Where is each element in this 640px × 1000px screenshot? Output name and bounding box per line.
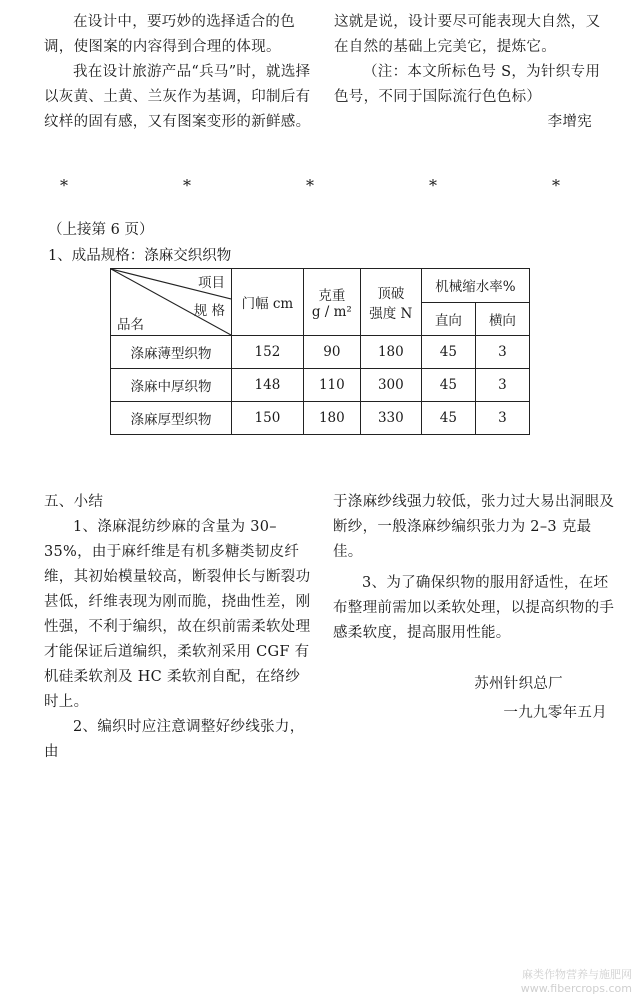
cell-weight: 90 xyxy=(303,336,360,369)
corner-label-item: 项目 xyxy=(198,275,225,291)
cell-name: 涤麻中厚织物 xyxy=(111,369,232,402)
summary-left-column xyxy=(44,490,314,765)
summary-heading: 五、小结 xyxy=(44,494,104,510)
paragraph: 我在设计旅游产品“兵马”时，就选择以灰黄、土黄、兰灰作为基调，印制后有纹样的固有感，又有图案变形的新鲜感。 xyxy=(44,64,311,130)
separator-star: * xyxy=(429,176,437,195)
watermark-title: 麻类作物营养与施肥网 xyxy=(522,968,632,981)
cell-warp: 45 xyxy=(421,402,475,435)
cell-weft: 3 xyxy=(475,402,529,435)
summary-point-1: 1、涤麻混纺纱麻的含量为 30–35%，由于麻纤维是有机多糖类韧皮纤维，其初始模量较高，断裂伸长与断裂功甚低，纤维表现为刚而脆，挠曲性差，刚性强，不利于编织，故在织前需柔软处理才能保证后道编织，柔软剂采用 CGF 有机硅柔软剂及 HC 柔软剂自配，在络纱时上。 xyxy=(44,519,311,710)
cell-weft: 3 xyxy=(475,336,529,369)
table-row xyxy=(111,402,530,435)
cell-weight: 180 xyxy=(303,402,360,435)
cell-warp: 45 xyxy=(421,336,475,369)
cell-burst: 180 xyxy=(360,336,421,369)
cell-weft: 3 xyxy=(475,369,529,402)
summary-point-2: 2、编织时应注意调整好纱线张力，由 xyxy=(44,719,305,760)
cell-warp: 45 xyxy=(421,369,475,402)
author: 李增宪 xyxy=(547,114,592,130)
cell-burst: 300 xyxy=(360,369,421,402)
table-row xyxy=(111,369,530,402)
header-weight-label: 克重 xyxy=(318,288,346,304)
corner-label-name: 品名 xyxy=(117,317,144,333)
separator-star: * xyxy=(183,176,191,195)
cell-name: 涤麻厚型织物 xyxy=(111,402,232,435)
header-burst-label: 顶破 xyxy=(377,286,405,302)
header-shrink: 机械缩水率% xyxy=(421,269,529,303)
header-burst-unit: 强度 N xyxy=(369,306,413,322)
top-left-column xyxy=(44,10,312,135)
corner-label-spec: 规 格 xyxy=(193,303,225,319)
separator-star: * xyxy=(60,176,68,195)
spec-table xyxy=(110,268,530,435)
separator-star: * xyxy=(552,176,560,195)
watermark-url: www.fibercrops.com xyxy=(520,982,632,995)
header-weight-unit: g / m² xyxy=(311,304,352,320)
color-note: （注：本文所标色号 S，为针织专用色号，不同于国际流行色色标） xyxy=(334,64,601,105)
table-corner-cell xyxy=(111,269,232,336)
cell-width: 152 xyxy=(232,336,304,369)
header-weight xyxy=(303,269,360,336)
watermark xyxy=(521,968,632,996)
organization: 苏州针织总厂 xyxy=(474,676,563,692)
paragraph: 在设计中，要巧妙的选择适合的色调，使图案的内容得到合理的体现。 xyxy=(44,14,295,55)
spec-heading: 1、成品规格：涤麻交织织物 xyxy=(48,248,232,264)
summary-point-2-continued: 于涤麻纱线强力较低，张力过大易出洞眼及断纱，一般涤麻纱编织张力为 2–3 克最佳。 xyxy=(333,494,615,560)
section-separator xyxy=(60,176,560,195)
cell-name: 涤麻薄型织物 xyxy=(111,336,232,369)
continued-note: （上接第 6 页） xyxy=(48,222,154,238)
cell-width: 150 xyxy=(232,402,304,435)
table-row xyxy=(111,336,530,369)
header-weft: 横向 xyxy=(475,302,529,336)
header-warp: 直向 xyxy=(421,302,475,336)
header-burst xyxy=(360,269,421,336)
cell-burst: 330 xyxy=(360,402,421,435)
summary-right-column xyxy=(333,490,615,726)
separator-star: * xyxy=(306,176,314,195)
cell-weight: 110 xyxy=(303,369,360,402)
top-right-column xyxy=(334,10,614,135)
header-width: 门幅 cm xyxy=(232,269,304,336)
date: 一九九零年五月 xyxy=(503,705,607,721)
summary-point-3: 3、为了确保织物的服用舒适性，在坯布整理前需加以柔软处理，以提高织物的手感柔软度，提高服用性能。 xyxy=(333,575,615,641)
paragraph: 这就是说，设计要尽可能表现大自然，又在自然的基础上完美它，提炼它。 xyxy=(334,14,601,55)
cell-width: 148 xyxy=(232,369,304,402)
